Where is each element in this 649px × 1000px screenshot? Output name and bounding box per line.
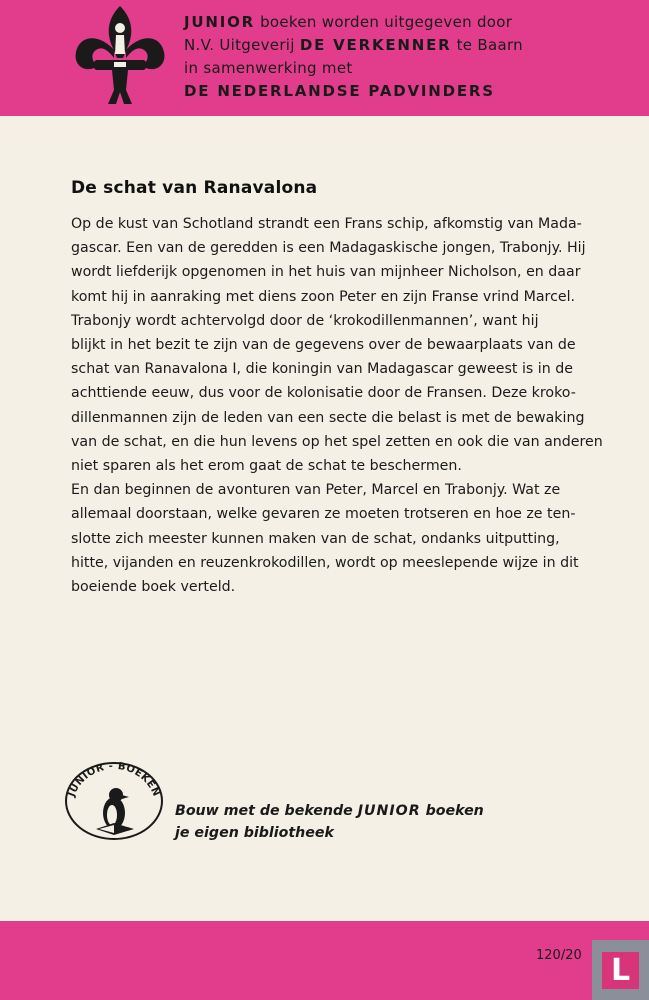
blurb-line: gascar. Een van de geredden is een Madagaskische jongen, Trabonjy. Hij [71, 240, 586, 257]
corner-logo-letter: L [610, 953, 631, 988]
catalog-code: 120/20 [536, 948, 582, 963]
slogan-line-1-pre: Bouw met de bekende [175, 803, 353, 819]
blurb-line: boeiende boek verteld. [71, 579, 236, 596]
slogan-line-1-post: boeken [425, 803, 484, 819]
junior-boeken-series-logo [62, 757, 166, 841]
fleur-de-lis-scout-emblem-icon [70, 4, 170, 112]
blurb-line: van de schat, en die hun levens op het spel zetten en ook die van anderen [71, 433, 603, 450]
publisher-line-3: in samenwerking met [184, 59, 353, 77]
partner-organisation: DE NEDERLANDSE PADVINDERS [184, 82, 495, 100]
slogan [175, 800, 484, 844]
publisher-line-1-text: boeken worden uitgegeven door [260, 13, 513, 31]
blurb-line: dillenmannen zijn de leden van een secte die belast is met de bewaking [71, 409, 585, 426]
slogan-brand: JUNIOR [357, 803, 421, 819]
publisher-line-2 [184, 34, 644, 57]
blurb-line: wordt liefderijk opgenomen in het huis van mijnheer Nicholson, en daar [71, 264, 581, 281]
publisher-line-2-pre: N.V. Uitgeverij [184, 36, 295, 54]
slogan-line-2: je eigen bibliotheek [175, 825, 334, 841]
blurb-line: En dan beginnen de avonturen van Peter, Marcel en Trabonjy. Wat ze [71, 482, 561, 499]
blurb-line: achttiende eeuw, dus voor de kolonisatie door de Fransen. Deze kroko- [71, 385, 576, 402]
book-title: De schat van Ranavalona [71, 178, 318, 198]
blurb-line: allemaal doorstaan, welke gevaren ze moeten trotseren en hoe ze ten- [71, 506, 576, 523]
blurb-line: niet sparen als het erom gaat de schat te beschermen. [71, 458, 462, 475]
blurb-line: komt hij in aanraking met diens zoon Peter en zijn Franse vrind Marcel. [71, 288, 576, 305]
book-blurb [71, 212, 611, 599]
penguin-reading-book-icon [96, 788, 134, 835]
blurb-line: Op de kust van Schotland strandt een Frans schip, afkomstig van Mada- [71, 216, 582, 232]
publisher-name: DE VERKENNER [299, 36, 452, 54]
lastdodo-corner-logo-icon [602, 952, 639, 989]
top-pink-band [0, 0, 649, 116]
publisher-info [184, 11, 644, 103]
blurb-line: schat van Ranavalona I, die koningin van Madagascar geweest is in de [71, 361, 573, 378]
blurb-line: blijkt in het bezit te zijn van de gegevens over de bewaarplaats van de [71, 337, 576, 354]
junior-brand: JUNIOR [184, 13, 255, 31]
publisher-line-2-post: te Baarn [456, 36, 523, 54]
blurb-line: slotte zich meester kunnen maken van de schat, ondanks uitputting, [71, 530, 560, 547]
publisher-line-1 [184, 11, 644, 34]
series-logo-text: JUNIOR - BOEKEN [66, 760, 162, 799]
publisher-line-4 [184, 80, 644, 103]
slogan-line-1 [175, 800, 484, 822]
corner-watermark [592, 940, 649, 1000]
blurb-line: Trabonjy wordt achtervolgd door de ‘krokodillenmannen’, want hij [71, 312, 539, 329]
blurb-line: hitte, vijanden en reuzenkrokodillen, wordt op meeslepende wijze in dit [71, 554, 579, 571]
